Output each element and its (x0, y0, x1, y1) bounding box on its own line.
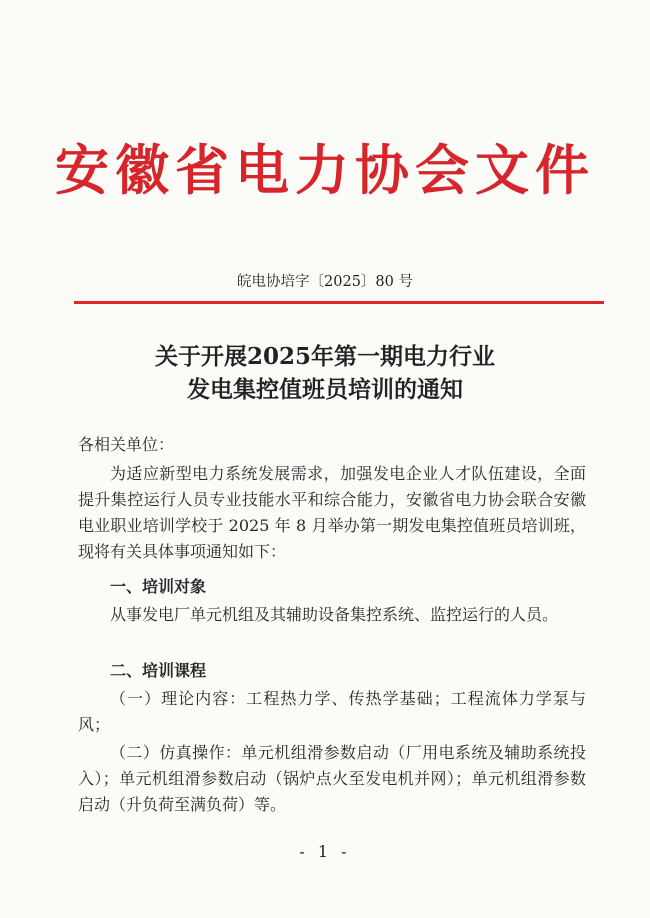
document-number: 皖电协培字〔2025〕80 号 (237, 274, 413, 290)
section-1-paragraph: 从事发电厂单元机组及其辅助设备集控系统、监控运行的人员。 (110, 605, 559, 624)
section-2-item-1: （一）理论内容：工程热力学、传热学基础；工程流体力学泵与风； (78, 689, 586, 734)
section-heading-2: 二、培训课程 (110, 661, 207, 680)
salutation: 各相关单位： (78, 435, 175, 454)
notice-title (0, 340, 650, 406)
page-number: - 1 - (299, 842, 351, 861)
section-heading-1: 一、培训对象 (110, 577, 207, 596)
issuer-header: 安徽省电力协会文件 (55, 138, 595, 202)
notice-title-line-1: 关于开展2025年第一期电力行业 (154, 343, 495, 370)
section-2-item-2: （二）仿真操作：单元机组滑参数启动（厂用电系统及辅助系统投入）；单元机组滑参数启动（锅炉点火至发电机并网）；单元机组滑参数启动（升负荷至满负荷）等。 (78, 743, 586, 814)
intro-paragraph: 为适应新型电力系统发展需求，加强发电企业人才队伍建设，全面提升集控运行人员专业技能水平和综合能力，安徽省电力协会联合安徽电业职业培训学校于 2025 年 8 月举办第一期发电集控值班员培训班，现将有关具体事项通知如下： (78, 464, 586, 561)
header-red-rule (74, 301, 604, 304)
notice-title-line-2: 发电集控值班员培训的通知 (187, 376, 463, 403)
